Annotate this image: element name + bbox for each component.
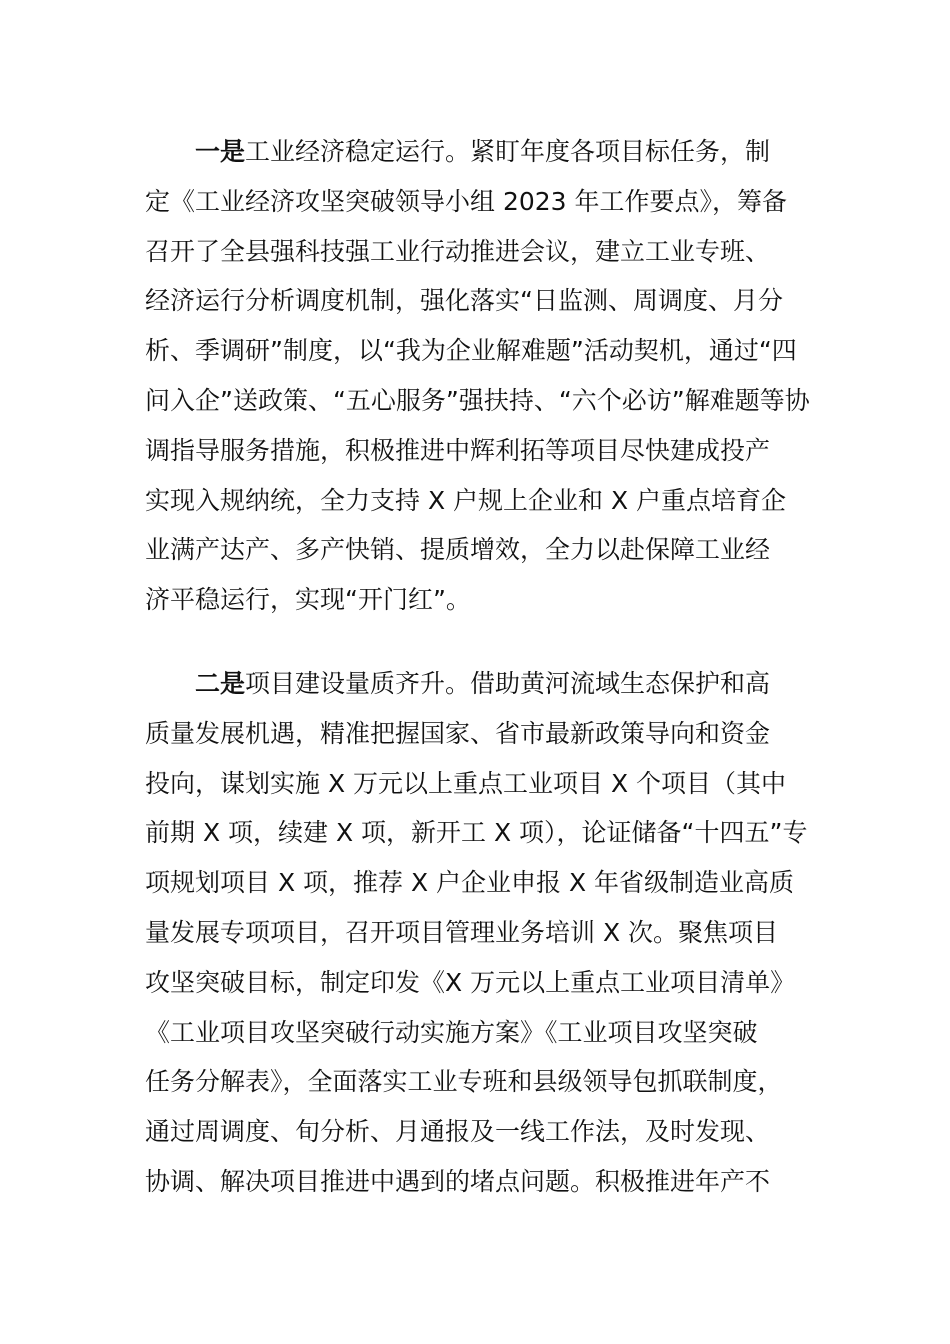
line-text: 项目建设量质齐升。借助黄河流域生态保护和高 (245, 669, 771, 698)
paragraph-line: 济平稳运行，实现“开门红”。 (145, 585, 471, 615)
paragraph-line: 协调、解决项目推进中遇到的堵点问题。积极推进年产不 (145, 1166, 771, 1196)
paragraph-line: 量发展专项项目，召开项目管理业务培训 X 次。聚焦项目 (145, 917, 779, 947)
paragraph-line: 投向，谋划实施 X 万元以上重点工业项目 X 个项目（其中 (145, 768, 787, 798)
paragraph-line: 项规划项目 X 项，推荐 X 户企业申报 X 年省级制造业高质 (145, 868, 795, 898)
paragraph-project-construction (145, 659, 810, 1207)
paragraph-line: 实现入规纳统，全力支持 X 户规上企业和 X 户重点培育企 (145, 485, 787, 515)
paragraph-line: 《工业项目攻坚突破行动实施方案》《工业项目攻坚突破 (145, 1017, 758, 1047)
line-text: 工业经济稳定运行。紧盯年度各项目标任务，制 (245, 137, 771, 166)
paragraph-lead: 一是 (195, 137, 246, 166)
paragraph-line: 攻坚突破目标，制定印发《X 万元以上重点工业项目清单》 (145, 967, 796, 997)
paragraph-line: 通过周调度、旬分析、月通报及一线工作法，及时发现、 (145, 1117, 771, 1147)
paragraph-line: 质量发展机遇，精准把握国家、省市最新政策导向和资金 (145, 718, 771, 748)
paragraph-industrial-economy (145, 127, 810, 625)
paragraph-line: 析、季调研”制度，以“我为企业解难题”活动契机，通过“四 (145, 336, 797, 366)
paragraph-line: 问入企”送政策、“五心服务”强扶持、“六个必访”解难题等协 (145, 385, 810, 415)
paragraph-line: 定《工业经济攻坚突破领导小组 2023 年工作要点》，筹备 (145, 186, 788, 216)
paragraph-line: 前期 X 项，续建 X 项，新开工 X 项），论证储备“十四五”专 (145, 818, 808, 848)
paragraph-line (145, 127, 810, 177)
paragraph-line: 调指导服务措施，积极推进中辉利拓等项目尽快建成投产 (145, 435, 771, 465)
paragraph-line (145, 659, 810, 709)
paragraph-line: 召开了全县强科技强工业行动推进会议，建立工业专班、 (145, 236, 771, 266)
paragraph-lead: 二是 (195, 669, 246, 698)
paragraph-line: 经济运行分析调度机制，强化落实“日监测、周调度、月分 (145, 286, 783, 316)
paragraph-line: 任务分解表》，全面落实工业专班和县级领导包抓联制度， (145, 1067, 783, 1097)
paragraph-line: 业满产达产、多产快销、提质增效，全力以赴保障工业经 (145, 535, 771, 565)
